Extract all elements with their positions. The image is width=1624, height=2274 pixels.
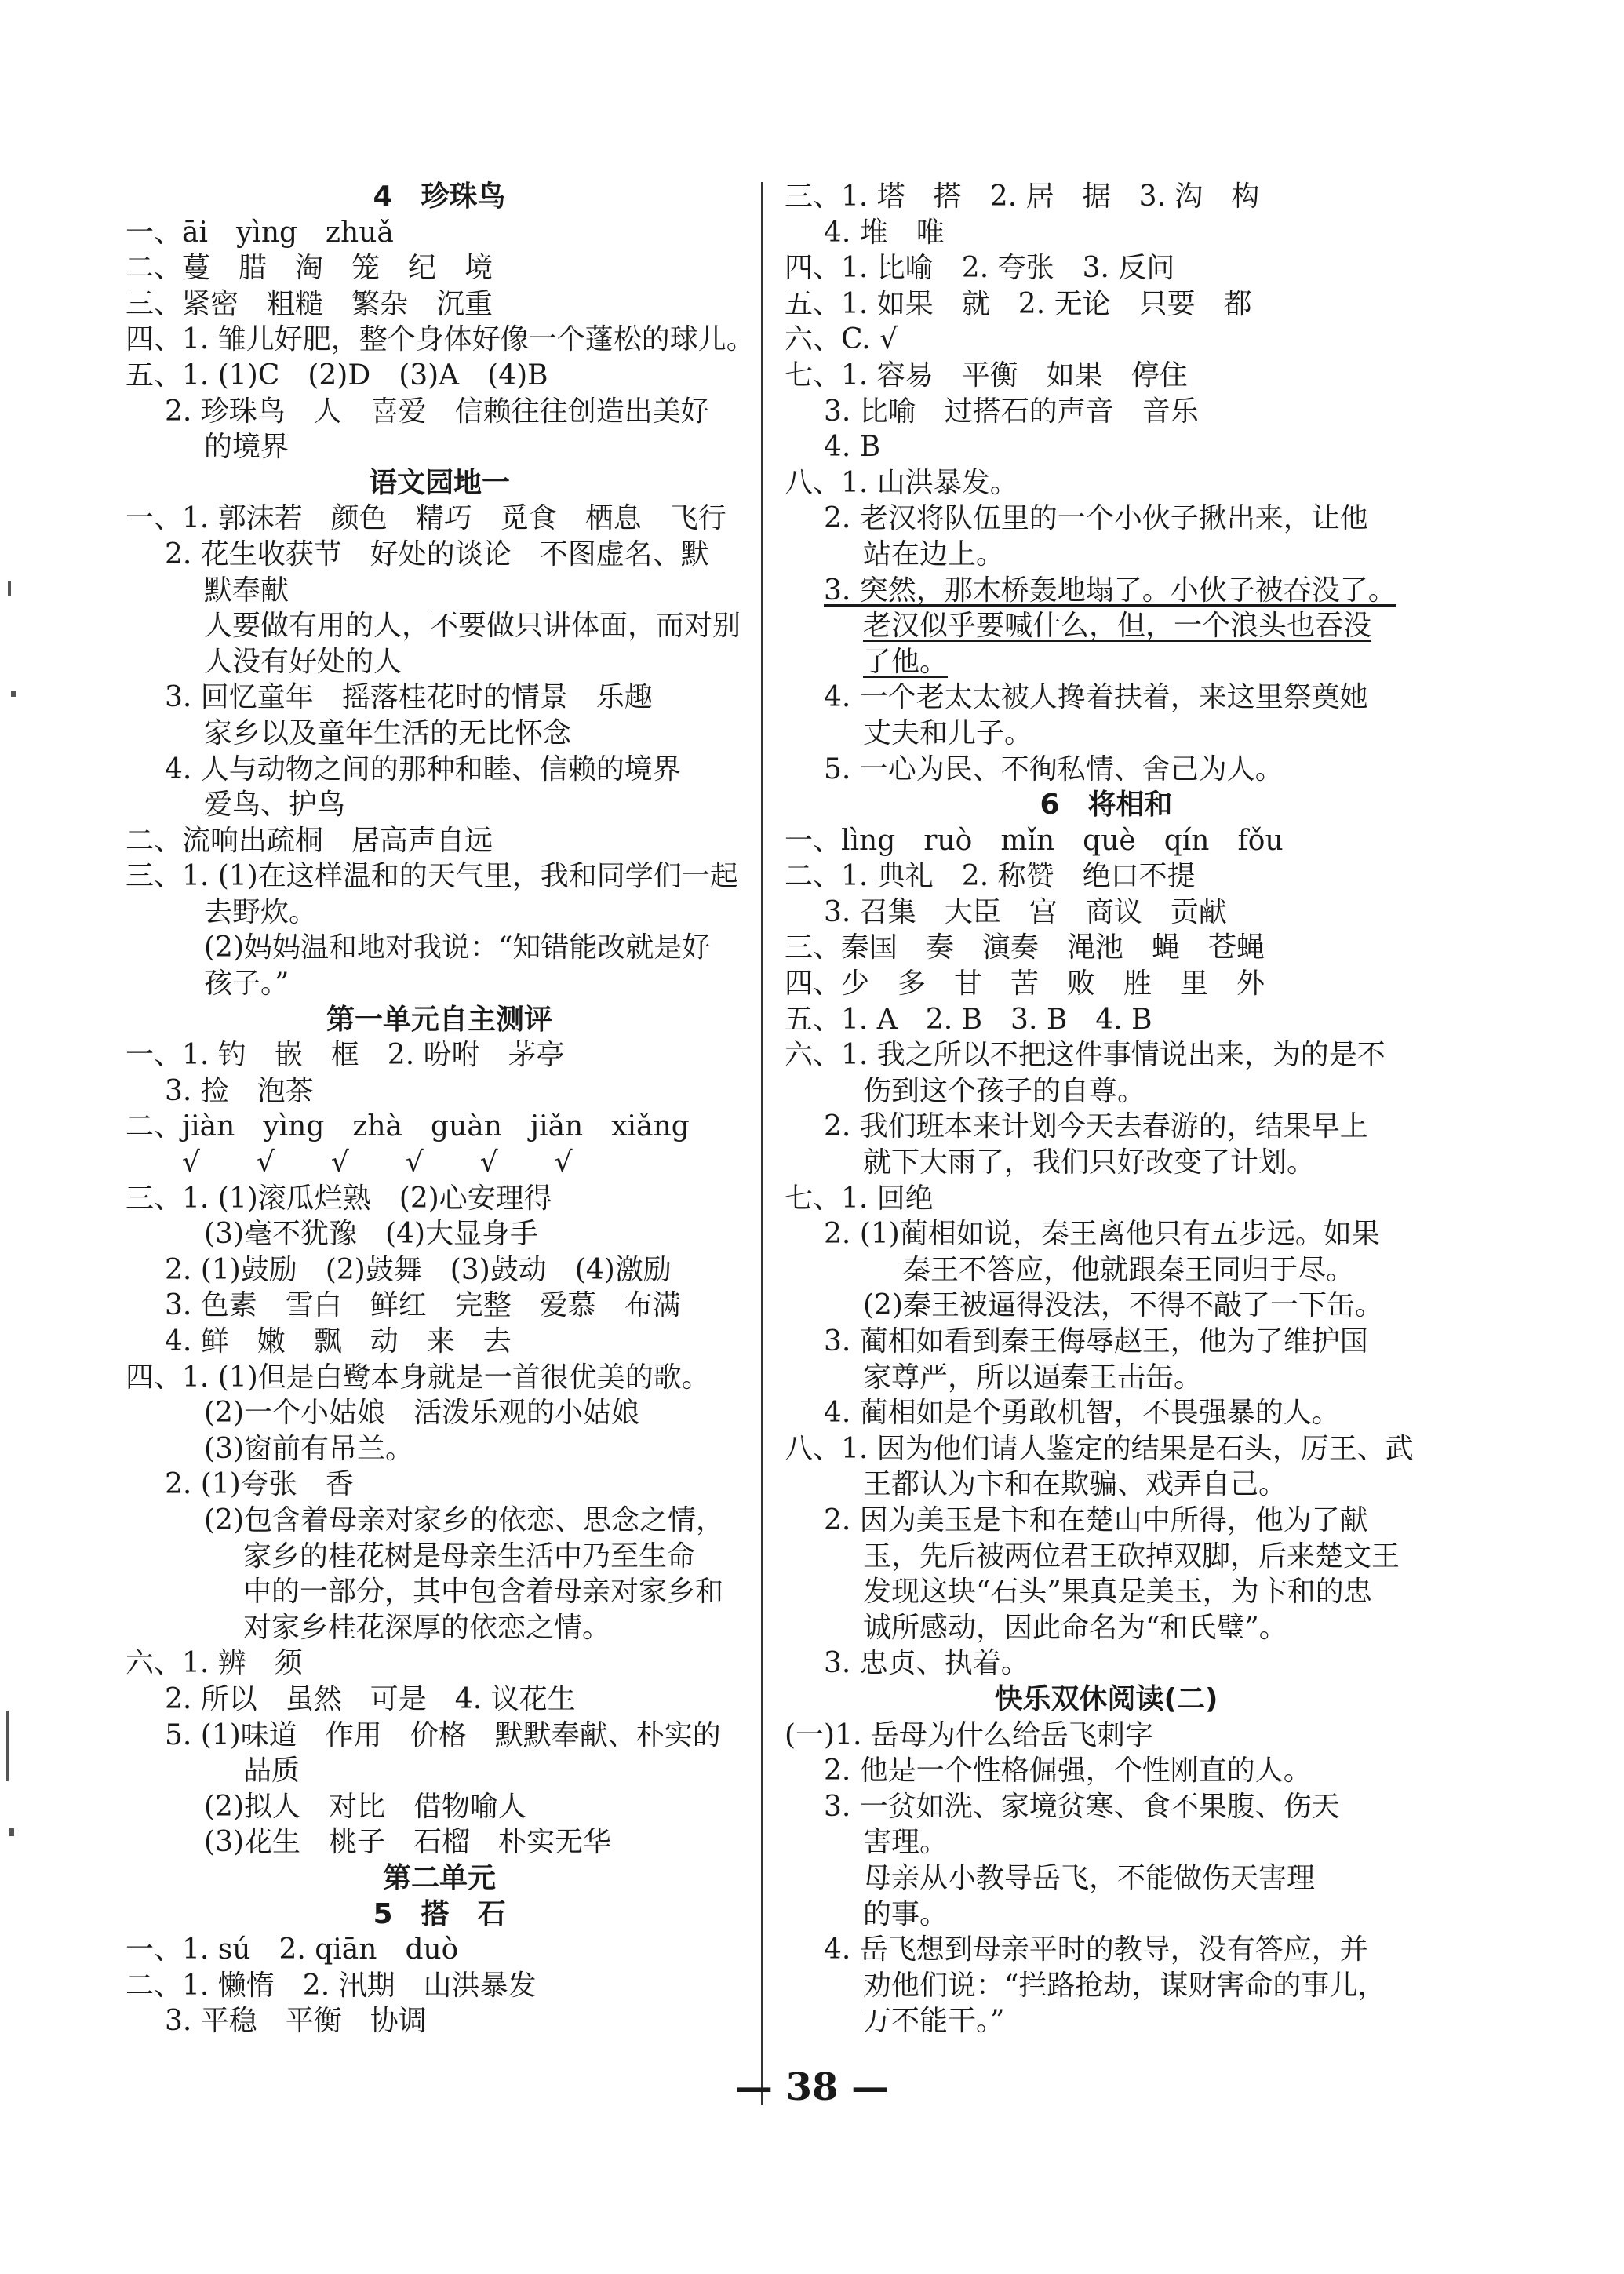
answer-line: 5. 一心为民、不徇私情、舍己为人。 — [824, 753, 1284, 785]
answer-line: 六、C. √ — [785, 323, 898, 356]
answer-line: 一、1. sú 2. qiān duò — [126, 1933, 459, 1966]
answer-line: 品质 — [243, 1755, 300, 1787]
answer-line: 劝他们说：“拦路抢劫，谋财害命的事儿， — [863, 1969, 1386, 2002]
section-heading: 5 搭 石 — [373, 1897, 506, 1930]
answer-line: (3)窗前有吊兰。 — [204, 1432, 413, 1465]
answer-line: 默奉献 — [204, 574, 289, 607]
answer-line: 一、lìng ruò mǐn què qín fǒu — [785, 824, 1284, 857]
answer-line: 站在边上。 — [863, 538, 1005, 570]
answer-line: (一)1. 岳母为什么给岳飞刺字 — [785, 1718, 1153, 1751]
answer-line: (2)拟人 对比 借物喻人 — [204, 1790, 526, 1823]
answer-line: 4. 堆 唯 — [824, 216, 945, 249]
answer-line: 二、1. 典礼 2. 称赞 绝口不提 — [785, 860, 1196, 893]
answer-line: 4. 一个老太太被人搀着扶着，来这里祭奠她 — [824, 681, 1368, 714]
answer-line: 秦王不答应，他就跟秦王同归于尽。 — [902, 1253, 1355, 1286]
answer-line: 三、1. (1)滚瓜烂熟 (2)心安理得 — [126, 1182, 552, 1215]
answer-line: 3. 色素 雪白 鲜红 完整 爱慕 布满 — [165, 1289, 681, 1322]
answer-line: 2. (1)夸张 香 — [165, 1468, 354, 1501]
answer-line: 伤到这个孩子的自尊。 — [863, 1074, 1146, 1107]
scan-mark — [11, 691, 16, 697]
answer-line: 一、āi yìng zhuǎ — [126, 216, 394, 249]
answer-line: 2. 花生收获节 好处的谈论 不图虚名、默 — [165, 538, 709, 570]
section-heading: 4 珍珠鸟 — [373, 180, 506, 213]
answer-line: 五、1. (1)C (2)D (3)A (4)B — [126, 359, 548, 392]
section-heading: 快乐双休阅读(二) — [994, 1682, 1218, 1715]
answer-line: 的事。 — [863, 1897, 949, 1930]
scan-mark — [9, 1828, 14, 1836]
answer-line: 六、1. 我之所以不把这件事情说出来，为的是不 — [785, 1039, 1385, 1072]
answer-line: 对家乡桂花深厚的依恋之情。 — [243, 1611, 611, 1644]
answer-line: 孩子。” — [204, 968, 289, 1000]
answer-line: 二、流响出疏桐 居高声自远 — [126, 824, 493, 857]
answer-line: 2. 所以 虽然 可是 4. 议花生 — [165, 1682, 576, 1715]
answer-line: 丈夫和儿子。 — [863, 716, 1033, 749]
answer-line: 2. 珍珠鸟 人 喜爱 信赖往往创造出美好 — [165, 395, 709, 428]
answer-line: 2. 他是一个性格倔强，个性刚直的人。 — [824, 1755, 1312, 1787]
answer-line: 2. 老汉将队伍里的一个小伙子揪出来，让他 — [824, 502, 1368, 535]
answer-line: 三、紧密 粗糙 繁杂 沉重 — [126, 287, 493, 320]
column-divider — [761, 182, 763, 2105]
answer-line: 二、1. 懒惰 2. 汛期 山洪暴发 — [126, 1969, 537, 2002]
answer-line: 2. (1)蔺相如说，秦王离他只有五步远。如果 — [824, 1218, 1380, 1251]
answer-line: 八、1. 因为他们请人鉴定的结果是石头，厉王、武 — [785, 1432, 1414, 1465]
answer-line: 人没有好处的人 — [204, 645, 402, 678]
answer-line: 三、1. (1)在这样温和的天气里，我和同学们一起 — [126, 860, 738, 893]
answer-line: 中的一部分，其中包含着母亲对家乡和 — [243, 1576, 724, 1609]
answer-line: (2)一个小姑娘 活泼乐观的小姑娘 — [204, 1397, 639, 1430]
answer-line: 3. 蔺相如看到秦王侮辱赵王，他为了维护国 — [824, 1325, 1368, 1357]
page-number: — 38 — — [734, 2065, 890, 2109]
answer-line: 老汉似乎要喊什么，但，一个浪头也吞没 — [863, 610, 1372, 643]
scan-mark — [8, 581, 11, 596]
answer-line: 人要做有用的人，不要做只讲体面，而对别 — [204, 610, 741, 643]
answer-line: 一、1. 郭沫若 颜色 精巧 觅食 栖息 飞行 — [126, 502, 726, 535]
answer-line: 万不能干。” — [863, 2005, 1005, 2038]
answer-line: 三、秦国 奏 演奏 渑池 蝇 苍蝇 — [785, 931, 1265, 964]
section-heading: 语文园地一 — [368, 466, 510, 499]
answer-line: 发现这块“石头”果真是美玉，为卞和的忠 — [863, 1576, 1372, 1609]
answer-line: 七、1. 容易 平衡 如果 停住 — [785, 359, 1188, 392]
answer-line: 4. B — [824, 431, 881, 464]
answer-line: 5. (1)味道 作用 价格 默默奉献、朴实的 — [165, 1718, 721, 1751]
section-heading: 6 将相和 — [1040, 789, 1173, 822]
answer-line: 王都认为卞和在欺骗、戏弄自己。 — [863, 1468, 1287, 1501]
answer-line: 四、少 多 甘 苦 败 胜 里 外 — [785, 968, 1265, 1000]
answer-line: 一、1. 钓 嵌 框 2. 吩咐 茅亭 — [126, 1039, 565, 1072]
answer-line: (2)包含着母亲对家乡的依恋、思念之情， — [204, 1503, 724, 1536]
answer-line: 三、1. 塔 搭 2. 居 据 3. 沟 构 — [785, 180, 1260, 213]
answer-line: 4. 蔺相如是个勇敢机智，不畏强暴的人。 — [824, 1397, 1340, 1430]
answer-line: 3. 回忆童年 摇落桂花时的情景 乐趣 — [165, 681, 653, 714]
answer-line: (2)秦王被逼得没法，不得不敲了一下缶。 — [863, 1289, 1383, 1322]
answer-line: 4. 鲜 嫩 飘 动 来 去 — [165, 1325, 512, 1357]
answer-line: √ √ √ √ √ √ — [126, 1146, 573, 1179]
answer-line: (2)妈妈温和地对我说：“知错能改就是好 — [204, 931, 711, 964]
answer-line: 二、jiàn yìng zhà guàn jiǎn xiǎng — [126, 1110, 690, 1143]
answer-line: 的境界 — [204, 431, 289, 464]
answer-line: 2. 因为美玉是卞和在楚山中所得，他为了献 — [824, 1503, 1368, 1536]
answer-line: 五、1. 如果 就 2. 无论 只要 都 — [785, 287, 1252, 320]
answer-line: 六、1. 辨 须 — [126, 1647, 303, 1680]
answer-line: 爱鸟、护鸟 — [204, 789, 346, 822]
answer-line: 3. 平稳 平衡 协调 — [165, 2005, 427, 2038]
left-column — [126, 179, 753, 2039]
answer-line: 诚所感动，因此命名为“和氏璧”。 — [863, 1611, 1287, 1644]
answer-line: 了他。 — [863, 645, 949, 678]
answer-line: 家尊严，所以逼秦王击缶。 — [863, 1361, 1203, 1394]
answer-line: 4. 岳飞想到母亲平时的教导，没有答应，并 — [824, 1933, 1368, 1966]
answer-line: 家乡以及童年生活的无比怀念 — [204, 716, 572, 749]
answer-line: 玉，先后被两位君王砍掉双脚，后来楚文王 — [863, 1540, 1400, 1572]
scan-mark — [6, 1711, 9, 1781]
answer-line: 就下大雨了，我们只好改变了计划。 — [863, 1146, 1316, 1179]
answer-line: 4. 人与动物之间的那种和睦、信赖的境界 — [165, 753, 681, 785]
section-heading: 第一单元自主测评 — [326, 1003, 552, 1036]
answer-line: 3. 忠贞、执着。 — [824, 1647, 1029, 1680]
answer-line: (3)毫不犹豫 (4)大显身手 — [204, 1218, 538, 1251]
answer-line: 3. 突然，那木桥轰地塌了。小伙子被吞没了。 — [824, 574, 1396, 607]
section-heading: 第二单元 — [382, 1861, 496, 1894]
answer-line: (3)花生 桃子 石榴 朴实无华 — [204, 1826, 611, 1859]
answer-line: 3. 捡 泡茶 — [165, 1074, 314, 1107]
answer-line: 七、1. 回绝 — [785, 1182, 934, 1215]
answer-line: 二、蔓 腊 淘 笼 纪 境 — [126, 252, 493, 285]
answer-line: 3. 比喻 过搭石的声音 音乐 — [824, 395, 1199, 428]
right-column — [785, 179, 1428, 2039]
answer-line: 3. 一贫如洗、家境贫寒、食不果腹、伤天 — [824, 1790, 1340, 1823]
answer-line: 四、1. 比喻 2. 夸张 3. 反问 — [785, 252, 1175, 285]
answer-line: 去野炊。 — [204, 895, 318, 928]
answer-line: 四、1. (1)但是白鹭本身就是一首很优美的歌。 — [126, 1361, 710, 1394]
answer-line: 八、1. 山洪暴发。 — [785, 466, 1018, 499]
answer-line: 3. 召集 大臣 宫 商议 贡献 — [824, 895, 1227, 928]
answer-line: 五、1. A 2. B 3. B 4. B — [785, 1003, 1152, 1036]
answer-line: 2. 我们班本来计划今天去春游的，结果早上 — [824, 1110, 1368, 1143]
answer-line: 四、1. 雏儿好肥，整个身体好像一个蓬松的球儿。 — [126, 323, 755, 356]
answer-line: 2. (1)鼓励 (2)鼓舞 (3)鼓动 (4)激励 — [165, 1253, 672, 1286]
answer-line: 害理。 — [863, 1826, 949, 1859]
answer-line: 家乡的桂花树是母亲生活中乃至生命 — [243, 1540, 696, 1572]
answer-line: 母亲从小教导岳飞，不能做伤天害理 — [863, 1861, 1316, 1894]
